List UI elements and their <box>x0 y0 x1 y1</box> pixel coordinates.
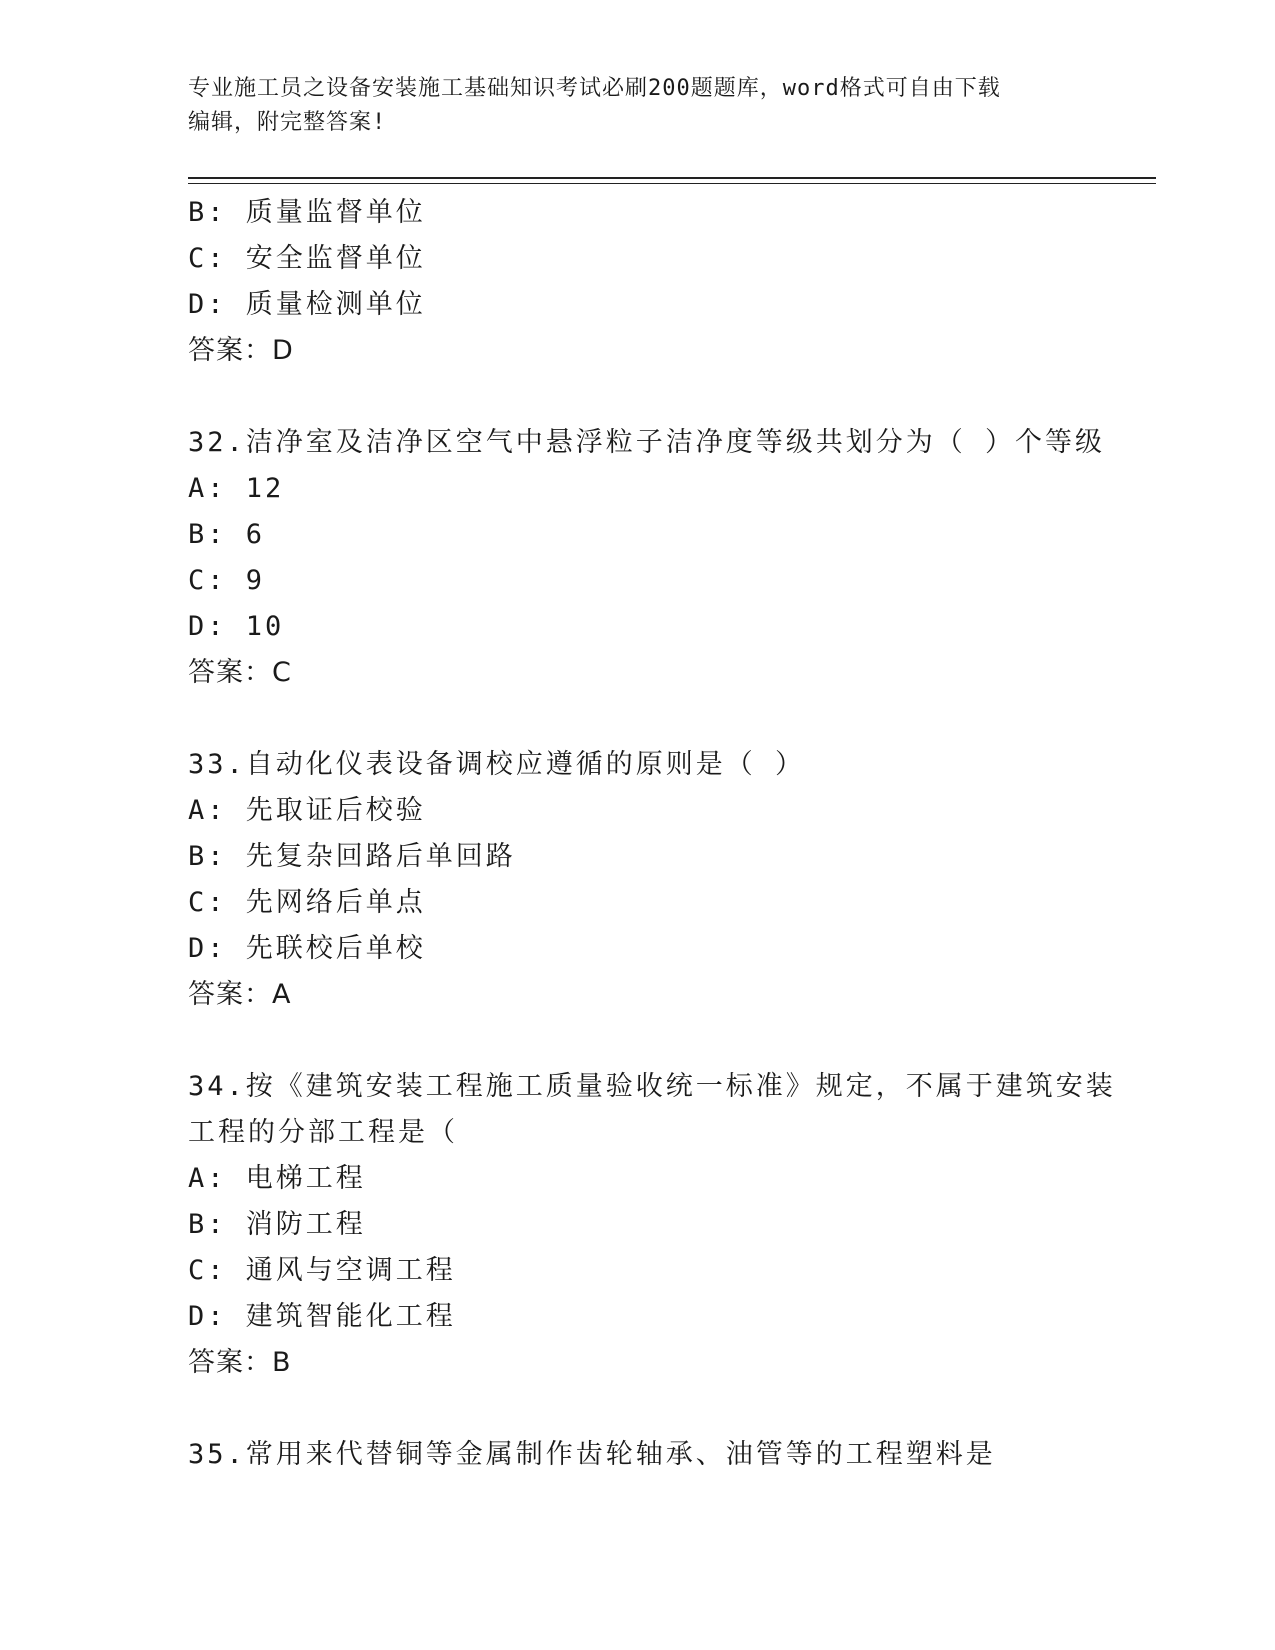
answer-line: 答案：B <box>188 1347 292 1378</box>
answer-line: 答案：D <box>188 335 294 366</box>
option-a: A: 12 <box>188 473 285 504</box>
question-stem-line-2: 工程的分部工程是（ <box>188 1117 458 1148</box>
question-stem: 32.洁净室及洁净区空气中悬浮粒子洁净度等级共划分为（ ）个等级 <box>188 427 1106 458</box>
header-line-1: 专业施工员之设备安装施工基础知识考试必刷200题题库，word格式可自由下载 <box>188 76 1001 101</box>
question-stem-line-1: 34.按《建筑安装工程施工质量验收统一标准》规定，不属于建筑安装 <box>188 1071 1116 1102</box>
question-34 <box>188 1064 1116 1386</box>
spacer <box>188 374 1088 420</box>
answer-line: 答案：C <box>188 657 292 688</box>
option-d: D: 建筑智能化工程 <box>188 1301 456 1332</box>
option-a: A: 电梯工程 <box>188 1163 366 1194</box>
option-b: B: 消防工程 <box>188 1209 366 1240</box>
option-c: C: 通风与空调工程 <box>188 1255 456 1286</box>
option-b: B: 质量监督单位 <box>188 197 426 228</box>
question-list <box>188 190 1116 1478</box>
option-c: C: 9 <box>188 565 266 596</box>
header-line-2: 编辑，附完整答案! <box>188 110 387 135</box>
question-stem: 33.自动化仪表设备调校应遵循的原则是（ ） <box>188 749 806 780</box>
header-divider-thick <box>188 177 1156 179</box>
option-d: D: 质量检测单位 <box>188 289 426 320</box>
spacer <box>188 1386 1088 1432</box>
question-35 <box>188 1432 1088 1478</box>
option-b: B: 先复杂回路后单回路 <box>188 841 516 872</box>
spacer <box>188 1018 1088 1064</box>
option-c: C: 安全监督单位 <box>188 243 426 274</box>
option-a: A: 先取证后校验 <box>188 795 426 826</box>
header-divider-thin <box>188 183 1156 184</box>
question-31 <box>188 190 1088 374</box>
question-33 <box>188 742 1088 1018</box>
question-stem: 35.常用来代替铜等金属制作齿轮轴承、油管等的工程塑料是 <box>188 1439 996 1470</box>
spacer <box>188 696 1088 742</box>
option-b: B: 6 <box>188 519 266 550</box>
document-header <box>188 72 1068 140</box>
option-c: C: 先网络后单点 <box>188 887 426 918</box>
answer-line: 答案：A <box>188 979 292 1010</box>
question-32 <box>188 420 1106 696</box>
option-d: D: 10 <box>188 611 285 642</box>
option-d: D: 先联校后单校 <box>188 933 426 964</box>
